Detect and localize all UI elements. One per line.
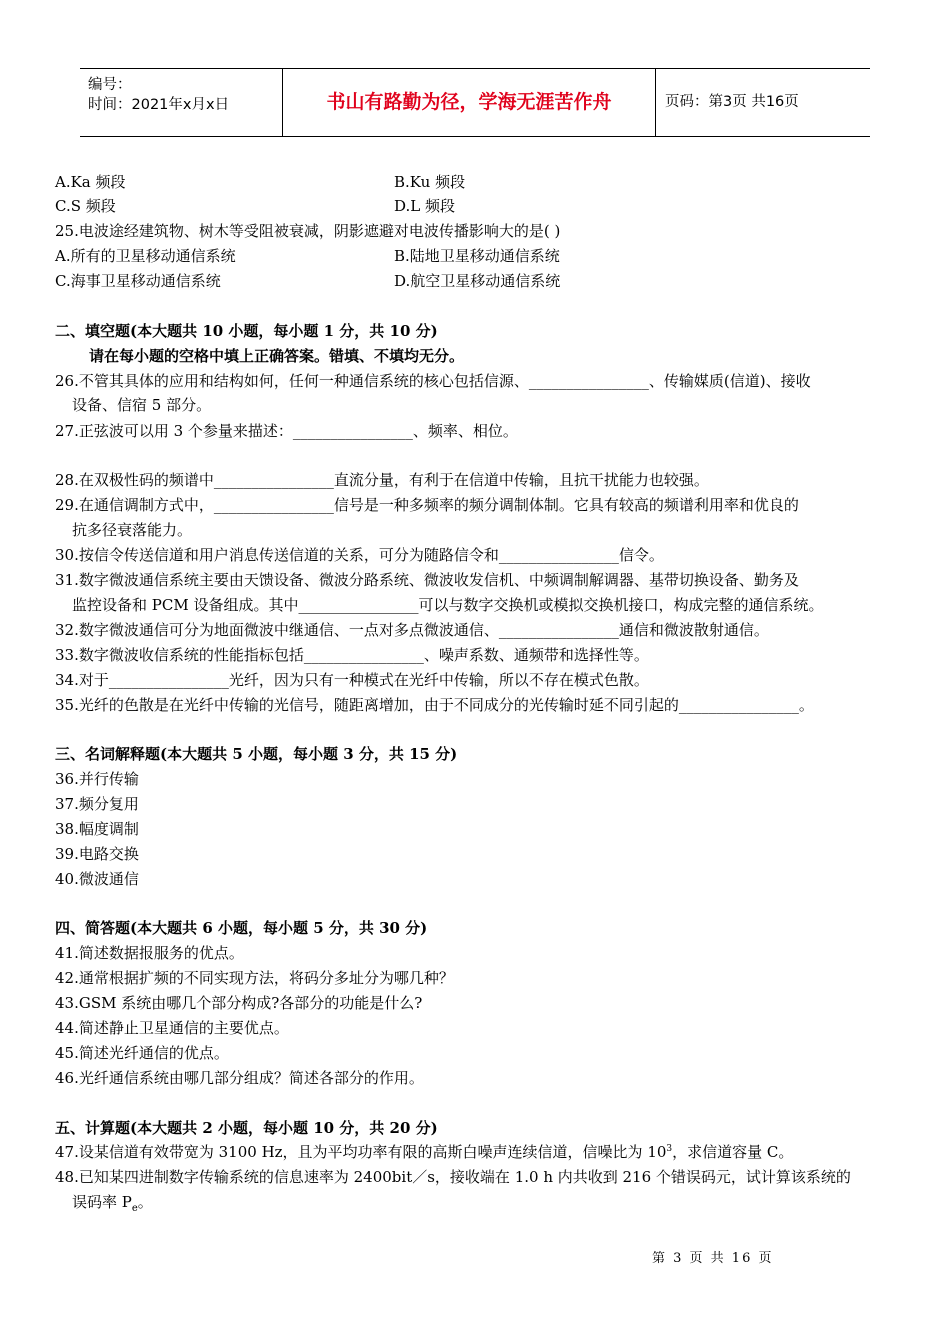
question-line: 31.数字微波通信系统主要由天馈设备、微波分路系统、微波收发信机、中频调制解调器、基带切换设备、勤务及 — [55, 571, 799, 589]
section-4-title: 四、简答题(本大题共 6 小题，每小题 5 分，共 30 分) — [55, 919, 428, 937]
question-line: 30.按信令传送信道和用户消息传送信道的关系，可分为随路信令和________________信令。 — [55, 546, 664, 564]
list-item: 41.简述数据报服务的优点。 — [55, 944, 244, 962]
question-48-line1: 48.已知某四进制数字传输系统的信息速率为 2400bit／s，接收端在 1.0 h 内共收到 216 个错误码元，试计算该系统的 — [55, 1168, 851, 1186]
q48-text-end: 。 — [137, 1193, 153, 1211]
section-5-title: 五、计算题(本大题共 2 小题，每小题 10 分，共 20 分) — [55, 1119, 438, 1137]
list-item: 39.电路交换 — [55, 845, 139, 863]
question-line: 35.光纤的色散是在光纤中传输的光信号，随距离增加，由于不同成分的光传输时延不同引起的________________。 — [55, 696, 814, 714]
q25-option-a: A.所有的卫星移动通信系统 — [55, 247, 236, 265]
number-label: 编号： — [88, 77, 132, 93]
q47-text-end: ，求信道容量 C。 — [672, 1143, 794, 1161]
list-item: 40.微波通信 — [55, 870, 139, 888]
question-line: 33.数字微波收信系统的性能指标包括________________、噪声系数、通频带和选择性等。 — [55, 646, 649, 664]
list-item: 37.频分复用 — [55, 795, 139, 813]
q47-text: 47.设某信道有效带宽为 3100 Hz，且为平均功率有限的高斯白噪声连续信道，信噪比为 10 — [55, 1143, 667, 1161]
q25-option-d: D.航空卫星移动通信系统 — [394, 272, 561, 290]
question-line: 34.对于________________光纤，因为只有一种模式在光纤中传输，所以不存在模式色散。 — [55, 671, 649, 689]
list-item: 45.简述光纤通信的优点。 — [55, 1044, 229, 1062]
date-line: 时间：2021年x月x日 — [88, 97, 230, 113]
question-25: 25.电波途经建筑物、树木等受阻被衰减，阴影遮避对电波传播影响大的是( ) — [55, 222, 561, 240]
option-b: B.Ku 频段 — [394, 173, 466, 191]
q25-option-c: C.海事卫星移动通信系统 — [55, 272, 221, 290]
question-line: 28.在双极性码的频谱中________________直流分量，有利于在信道中传输，且抗干扰能力也较强。 — [55, 471, 709, 489]
list-item: 44.简述静止卫星通信的主要优点。 — [55, 1019, 289, 1037]
page-header — [80, 68, 870, 137]
page-footer: 第 3 页 共 16 页 — [652, 1251, 774, 1266]
option-a: A.Ka 频段 — [55, 173, 126, 191]
question-line: 32.数字微波通信可分为地面微波中继通信、一点对多点微波通信、________________通信和微波散射通信。 — [55, 621, 769, 639]
q47-exponent: 3 — [666, 1144, 673, 1154]
question-line: 27.正弦波可以用 3 个参量来描述：________________、频率、相位。 — [55, 422, 518, 440]
list-item: 38.幅度调制 — [55, 820, 139, 838]
question-line: 29.在通信调制方式中，________________信号是一种多频率的频分调制体制。它具有较高的频谱利用率和优良的 — [55, 496, 799, 514]
section-2-title: 二、填空题(本大题共 10 小题，每小题 1 分，共 10 分) — [55, 322, 438, 340]
section-3-title: 三、名词解释题(本大题共 5 小题，每小题 3 分，共 15 分) — [55, 745, 458, 763]
list-item: 36.并行传输 — [55, 770, 139, 788]
question-48-line2 — [72, 1191, 153, 1214]
header-info — [80, 69, 282, 136]
option-d: D.L 频段 — [394, 197, 455, 215]
question-line: 抗多径衰落能力。 — [72, 521, 193, 539]
q25-option-b: B.陆地卫星移动通信系统 — [394, 247, 560, 265]
q48-text: 误码率 P — [72, 1193, 132, 1211]
option-c: C.S 频段 — [55, 197, 116, 215]
header-page-number: 页码：第3页 共16页 — [665, 94, 799, 110]
question-line: 26.不管其具体的应用和结构如何，任何一种通信系统的核心包括信源、________________、传输媒质(信道)、接收 — [55, 372, 811, 390]
question-line: 设备、信宿 5 部分。 — [72, 396, 212, 414]
question-47 — [55, 1141, 793, 1162]
header-motto: 书山有路勤为径，学海无涯苦作舟 — [282, 69, 656, 136]
list-item: 46.光纤通信系统由哪几部分组成？简述各部分的作用。 — [55, 1069, 424, 1087]
list-item: 42.通常根据扩频的不同实现方法，将码分多址分为哪几种？ — [55, 969, 454, 987]
q48-subscript: e — [131, 1203, 138, 1214]
list-item: 43.GSM 系统由哪几个部分构成?各部分的功能是什么? — [55, 994, 423, 1012]
section-2-instruction: 请在每小题的空格中填上正确答案。错填、不填均无分。 — [89, 347, 465, 365]
question-line: 监控设备和 PCM 设备组成。其中________________可以与数字交换机或模拟交换机接口，构成完整的通信系统。 — [72, 596, 824, 614]
